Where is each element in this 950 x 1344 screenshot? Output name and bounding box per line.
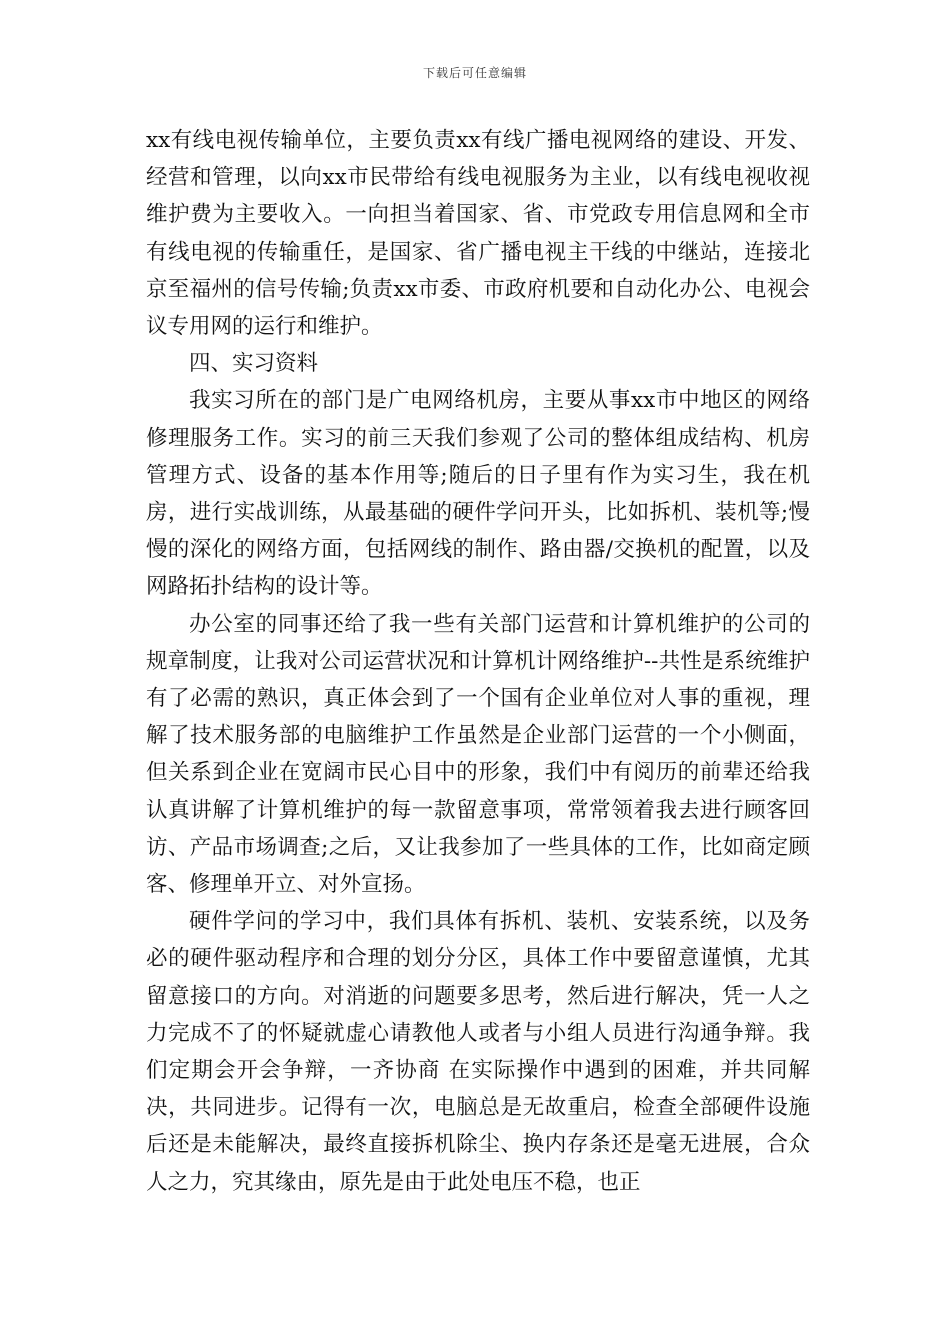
paragraph-office-colleagues: 办公室的同事还给了我一些有关部门运营和计算机维护的公司的规章制度，让我对公司运营状况和计算机计网络维护--共性是系统维护有了必需的熟识，真正体会到了一个国有企业单位对人事的重视，理解了技术服务部的电脑维护工作虽然是企业部门运营的一个小侧面，但关系到企业在宽阔市民心目中的形象，我们中有阅历的前辈还给我认真讲解了计算机维护的每一款留意事项，常常领着我去进行顾客回访、产品市场调查;之后，又让我参加了一些具体的工作，比如商定顾客、修理单开立、对外宣扬。 (146, 611, 810, 898)
paragraph-department: 我实习所在的部门是广电网络机房，主要从事xx市中地区的网络修理服务工作。实习的前三天我们参观了公司的整体组成结构、机房管理方式、设备的基本作用等;随后的日子里有作为实习生，我在机房，进行实战训练，从最基础的硬件学问开头，比如拆机、装机等;慢慢的深化的网络方面，包括网线的制作、路由器/交换机的配置，以及网路拓扑结构的设计等。 (146, 388, 810, 600)
page-header-note: 下载后可任意编辑 (422, 66, 527, 80)
paragraph-hardware-learning: 硬件学问的学习中，我们具体有拆机、装机、安装系统，以及务必的硬件驱动程序和合理的划分分区，具体工作中要留意谨慎，尤其留意接口的方向。对消逝的问题要多思考，然后进行解决，凭一人之力完成不了的怀疑就虚心请教他人或者与小组人员进行沟通争辩。我们定期会开会争辩，一齐协商 在实际操作中遇到的困难，并共同解决，共同进步。记得有一次，电脑总是无故重启，检查全部硬件设施后还是未能解决，最终直接拆机除尘、换内存条还是毫无进展，合众人之力，究其缘由，原先是由于此处电压不稳，也正 (146, 909, 810, 1195)
document-body (146, 122, 810, 1201)
paragraph-company-intro: xx有线电视传输单位，主要负责xx有线广播电视网络的建设、开发、经营和管理，以向xx市民带给有线电视服务为主业，以有线电视收视维护费为主要收入。一向担当着国家、省、市党政专用信息网和全市有线电视的传输重任，是国家、省广播电视主干线的中继站，连接北京至福州的信号传输;负责xx市委、市政府机要和自动化办公、电视会议专用网的运行和维护。 (146, 128, 810, 340)
section-heading-internship-material: 四、实习资料 (189, 351, 319, 377)
